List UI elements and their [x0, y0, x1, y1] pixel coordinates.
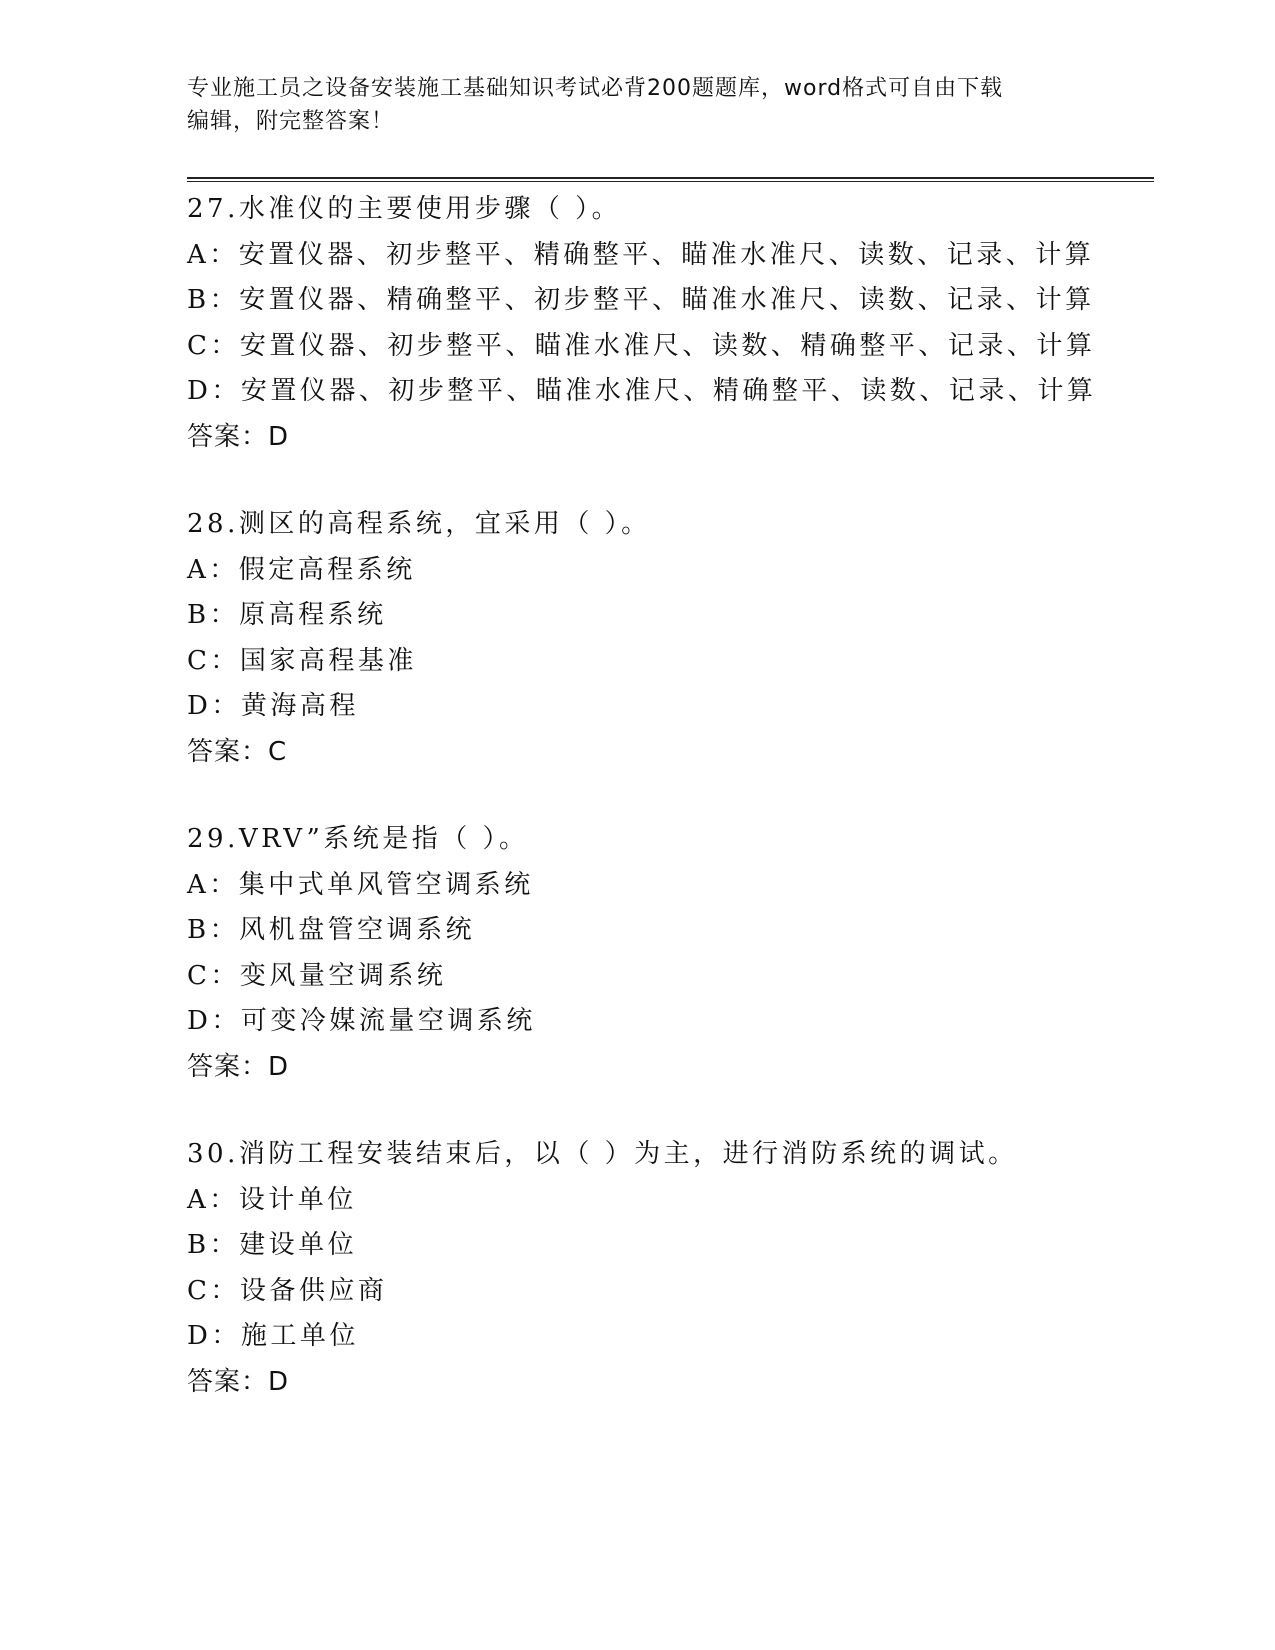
question-stem: 30.消防工程安装结束后，以（ ）为主，进行消防系统的调试。: [187, 1139, 1018, 1169]
option-b: B：安置仪器、精确整平、初步整平、瞄准水准尺、读数、记录、计算: [187, 285, 1095, 315]
option-a: A：设计单位: [187, 1184, 357, 1215]
header-divider: [187, 177, 1154, 182]
option-c: C：国家高程基准: [187, 645, 417, 676]
option-c: C：设备供应商: [187, 1275, 388, 1306]
option-a: A：假定高程系统: [187, 554, 416, 585]
option-c: C：安置仪器、初步整平、瞄准水准尺、读数、精确整平、记录、计算: [187, 330, 1096, 361]
option-d: D：可变冷媒流量空调系统: [187, 1006, 536, 1036]
question-list: [187, 187, 1147, 1405]
question-29: [187, 817, 1147, 1090]
answer: 答案：D: [187, 421, 290, 452]
option-a: A：安置仪器、初步整平、精确整平、瞄准水准尺、读数、记录、计算: [187, 239, 1095, 270]
question-stem: 28.测区的高程系统，宜采用（ ）。: [187, 509, 651, 539]
header-line-1: 专业施工员之设备安装施工基础知识考试必背200题题库，word格式可自由下载: [187, 76, 1004, 101]
header-line-2: 编辑，附完整答案！: [187, 109, 395, 134]
question-27: [187, 187, 1147, 460]
answer: 答案：D: [187, 1366, 290, 1397]
option-d: D：施工单位: [187, 1321, 359, 1351]
option-a: A：集中式单风管空调系统: [187, 869, 534, 900]
question-stem: 29.VRV”系统是指（ ）。: [187, 824, 529, 854]
option-d: D：安置仪器、初步整平、瞄准水准尺、精确整平、读数、记录、计算: [187, 376, 1097, 406]
option-d: D：黄海高程: [187, 691, 359, 721]
answer: 答案：C: [187, 736, 288, 767]
option-c: C：变风量空调系统: [187, 960, 447, 991]
document-header: [187, 72, 1067, 138]
option-b: B：风机盘管空调系统: [187, 915, 476, 945]
option-b: B：原高程系统: [187, 600, 387, 630]
question-28: [187, 502, 1147, 775]
question-stem: 27.水准仪的主要使用步骤（ ）。: [187, 194, 622, 224]
question-30: [187, 1132, 1147, 1405]
option-b: B：建设单位: [187, 1230, 358, 1260]
answer: 答案：D: [187, 1051, 290, 1082]
